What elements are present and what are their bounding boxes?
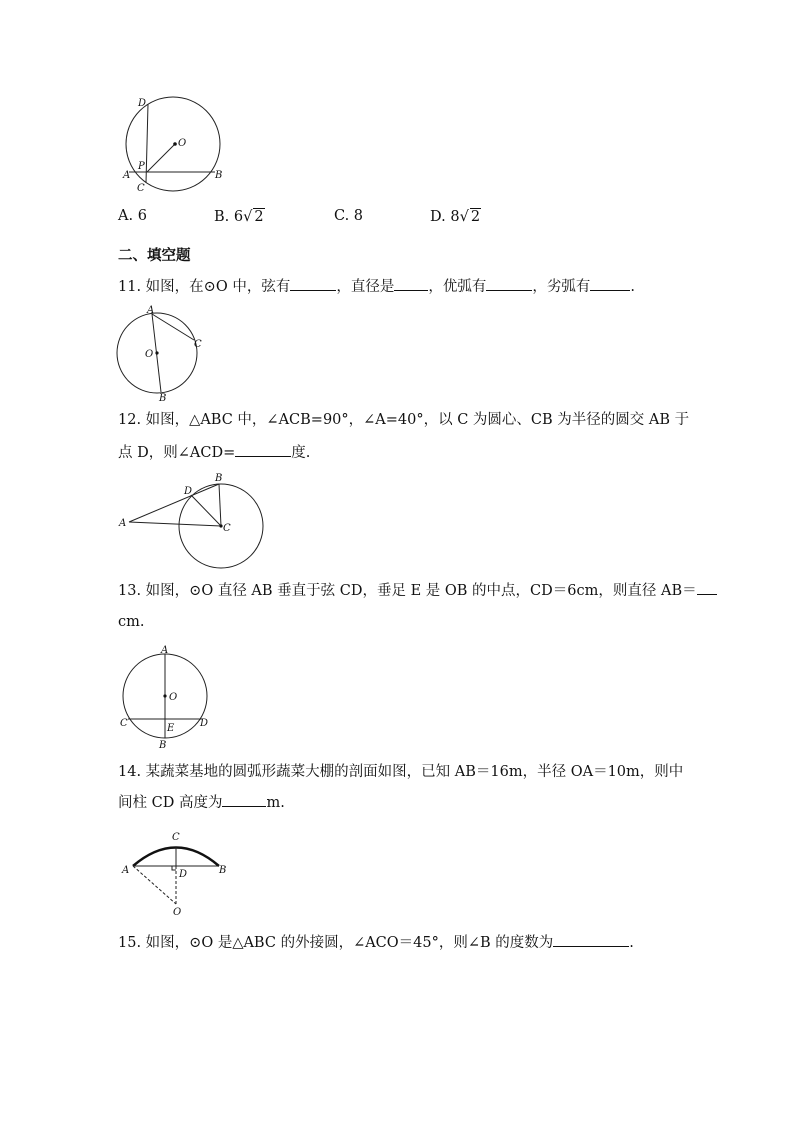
label-d: D [138, 98, 147, 109]
label-b: B [159, 740, 167, 751]
label-o: O [145, 349, 154, 360]
q11-blank-minor-arcs[interactable] [590, 276, 630, 291]
label-d: D [179, 869, 188, 880]
question-12-line-2 [118, 442, 310, 463]
option-d-prefix: D. 8 [430, 209, 460, 225]
q11-blank-major-arcs[interactable] [486, 276, 532, 291]
figure-q14 [118, 826, 238, 918]
label-d: D [184, 486, 193, 497]
segment-dc [191, 495, 221, 526]
q12-blank-angle[interactable] [235, 442, 291, 457]
label-a: A [122, 865, 130, 876]
question-14-line-1: 14. 某蔬菜基地的圆弧形蔬菜大棚的剖面如图，已知 AB＝16m，半径 OA＝10m，则中 [118, 764, 684, 780]
q12-text-1: 点 D，则∠ACD= [118, 445, 236, 461]
question-11 [118, 276, 635, 297]
q14-blank-height[interactable] [222, 792, 266, 807]
label-p: P [138, 161, 145, 172]
circle-o [126, 97, 223, 191]
option-a: A. 6 [118, 208, 147, 224]
question-13-line-1 [118, 580, 717, 601]
label-a: A [123, 170, 131, 181]
label-d: D [200, 718, 209, 729]
option-d [430, 208, 481, 225]
sqrt-symbol: √ 2 [459, 209, 481, 225]
segment-ao-dashed [133, 866, 176, 904]
q11-text-1: 11. 如图，在⊙O 中，弦有 [118, 279, 291, 295]
label-b: B [159, 393, 167, 404]
segment-bc [219, 484, 221, 526]
label-a: A [161, 645, 169, 656]
q14-text-1: 间柱 CD 高度为 [118, 795, 223, 811]
q12-text-2: 度. [291, 445, 311, 461]
q15-text-2: . [629, 935, 634, 951]
sqrt-symbol: √ 2 [243, 209, 264, 225]
figure-q11-circle [112, 302, 212, 402]
option-d-radicand: 2 [470, 209, 481, 225]
label-c: C [137, 183, 145, 194]
label-e: E [167, 723, 175, 734]
figure-q13 [118, 644, 218, 752]
label-o: O [169, 692, 178, 703]
option-c: C. 8 [334, 208, 364, 224]
right-angle-mark [172, 866, 176, 870]
q15-text-1: 15. 如图，⊙O 是△ABC 的外接圆，∠ACO＝45°，则∠B 的度数为 [118, 935, 554, 951]
question-14-line-2 [118, 792, 285, 813]
q11-text-3: ，优弧有 [428, 279, 487, 295]
option-b-prefix: B. 6 [214, 209, 244, 225]
segment-ac [129, 522, 221, 526]
q11-text-4: ，劣弧有 [532, 279, 591, 295]
label-a: A [147, 305, 155, 316]
question-13-line-2: cm. [118, 614, 145, 630]
figure-q10-circle [118, 92, 228, 192]
label-a: A [119, 518, 127, 529]
q11-blank-chords[interactable] [290, 276, 336, 291]
segment-op [147, 144, 175, 172]
option-b [214, 208, 265, 225]
center-point [163, 694, 166, 697]
label-c: C [194, 339, 202, 350]
q11-blank-diameter[interactable] [394, 276, 428, 291]
label-b: B [215, 170, 223, 181]
label-c: C [223, 523, 231, 534]
option-b-radicand: 2 [254, 209, 264, 225]
q11-text-2: ，直径是 [336, 279, 395, 295]
question-15 [118, 932, 634, 953]
q14-text-2: m. [266, 795, 285, 811]
section-heading: 二、填空题 [118, 248, 191, 264]
label-o: O [173, 907, 182, 918]
q15-blank-angle[interactable] [553, 932, 629, 947]
label-o: O [178, 138, 187, 149]
label-b: B [219, 865, 227, 876]
label-c: C [120, 718, 128, 729]
q11-text-5: . [630, 279, 635, 295]
center-point [173, 142, 177, 146]
label-b: B [215, 473, 223, 484]
question-12-line-1: 12. 如图，△ABC 中，∠ACB=90°，∠A=40°，以 C 为圆心、CB 为半径的圆交 AB 于 [118, 412, 690, 428]
segment-ab [129, 484, 219, 522]
center-point [155, 351, 158, 354]
label-c: C [172, 832, 180, 843]
q13-blank-diameter[interactable] [697, 580, 717, 595]
figure-q12 [116, 470, 276, 570]
q13-text-1: 13. 如图，⊙O 直径 AB 垂直于弦 CD，垂足 E 是 OB 的中点，CD＝6cm，则直径 AB＝ [118, 583, 697, 599]
